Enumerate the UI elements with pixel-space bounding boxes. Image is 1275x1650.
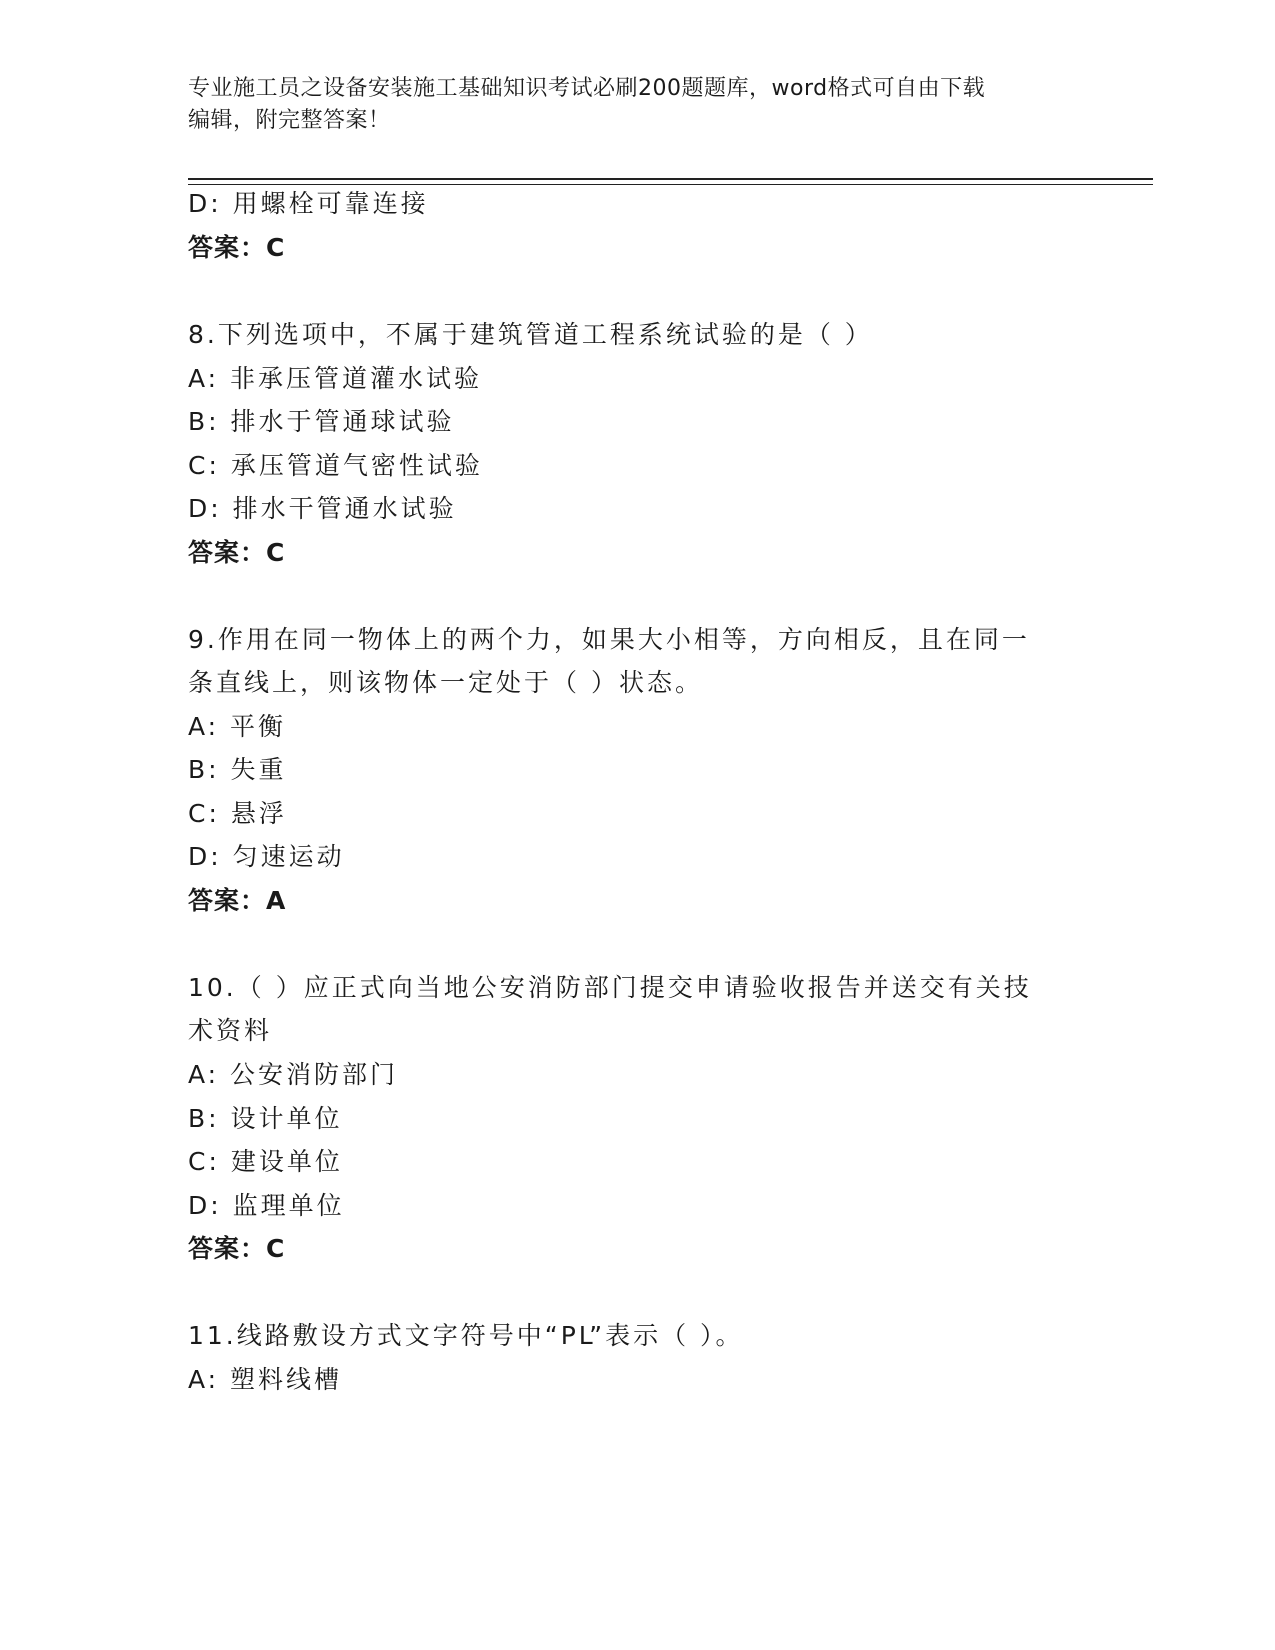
question-8-option-d: D: 排水干管通水试验 — [188, 494, 457, 523]
question-9-option-c: C: 悬浮 — [188, 799, 287, 828]
question-8-option-c: C: 承压管道气密性试验 — [188, 451, 483, 480]
question-9-answer: 答案：A — [188, 886, 287, 915]
question-10-option-c: C: 建设单位 — [188, 1147, 343, 1176]
header-title-line-1: 专业施工员之设备安装施工基础知识考试必刷200题题库，word格式可自由下载 — [188, 76, 986, 101]
question-10-stem-line-2: 术资料 — [188, 1016, 273, 1045]
question-8-answer: 答案：C — [188, 538, 286, 567]
header-title-line-2: 编辑，附完整答案！ — [188, 108, 391, 133]
question-8-option-b: B: 排水于管通球试验 — [188, 407, 455, 436]
question-7-answer: 答案：C — [188, 233, 286, 262]
question-11-stem: 11.线路敷设方式文字符号中“PL”表示（ ）。 — [188, 1321, 744, 1350]
question-11-option-a: A: 塑料线槽 — [188, 1365, 343, 1394]
header-divider-thin — [188, 184, 1153, 185]
question-9-option-d: D: 匀速运动 — [188, 842, 345, 871]
question-9-stem-line-2: 条直线上，则该物体一定处于（ ）状态。 — [188, 668, 703, 697]
question-10-option-b: B: 设计单位 — [188, 1104, 343, 1133]
header-divider-thick — [188, 178, 1153, 180]
question-7-option-d: D: 用螺栓可靠连接 — [188, 189, 429, 218]
question-10-stem-line-1: 10.（ ）应正式向当地公安消防部门提交申请验收报告并送交有关技 — [188, 973, 1032, 1002]
document-header — [188, 73, 1068, 137]
question-9-option-a: A: 平衡 — [188, 712, 287, 741]
question-9-stem-line-1: 9.作用在同一物体上的两个力，如果大小相等，方向相反，且在同一 — [188, 625, 1030, 654]
question-10-answer: 答案：C — [188, 1234, 286, 1263]
question-10-option-a: A: 公安消防部门 — [188, 1060, 399, 1089]
question-9-option-b: B: 失重 — [188, 755, 287, 784]
question-8-option-a: A: 非承压管道灌水试验 — [188, 364, 483, 393]
question-8-stem: 8.下列选项中，不属于建筑管道工程系统试验的是（ ） — [188, 320, 873, 349]
question-10-option-d: D: 监理单位 — [188, 1191, 345, 1220]
